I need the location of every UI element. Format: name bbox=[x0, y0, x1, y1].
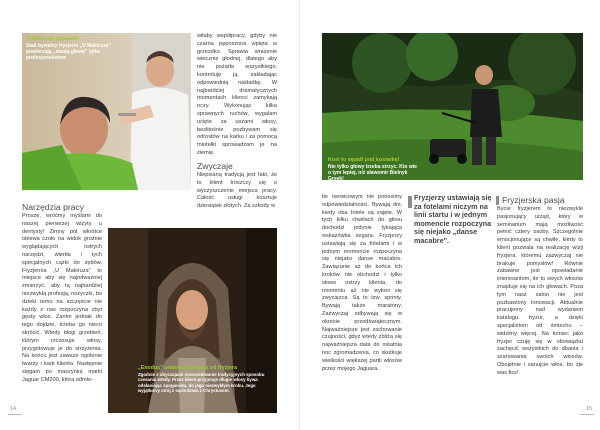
second-column-bottom-text bbox=[197, 172, 277, 220]
left-column-text bbox=[22, 213, 102, 415]
photo-top-caption bbox=[26, 36, 122, 61]
right-column-1-paragraph: tle nerwicowym nie ponosimy odpowiedzialności. Bywają dni, kiedy oba fotele są zajęte. W tych kilku chwilach do głosu dochodzi jedynie tykająca wskazówka zegara. Fryzjerzy ustawiają się za fotelami i w jednym momencie rozpoczyna się niejako danse macabre. Zawiązanie aż do końca ich kroków nie obchodzi i tylko słowo ostrzy klienta, do momentu aż nie wyłoni się zwycięzca. Są to tzw. sprinty. Bywają także maratony. Zazwyczaj odbywają się w okresie przedświątecznym. Najwaźniejsze jest zachowanie czujności, gdyż wtedy zbliża się najważniejsza data do ostatnia noc zgromadzenia, co skutkuje wielkości większej partii włosów przez mojego Jaguara. bbox=[322, 194, 402, 372]
heading-bar bbox=[496, 196, 499, 205]
page-number-rule-right bbox=[580, 414, 594, 415]
second-column-top-text bbox=[197, 33, 277, 161]
pullquote: Fryzjerzy ustawiają się za fotelami niczym na linii startu i w jednym momencie rozpoczyna się niejako „danse macabre". bbox=[414, 193, 492, 245]
second-column-paragraph-1: wiłaby współpracy, gdyby nie czarna pęposzona wpięta w grzezdko. Sprawia wrażenie wiecznie głodnej, dlatego aby nie pożarła wszystkiego, kontroluję ją, zakładając odpowiednią nakładkę. W najbardziej dramatycznych momentach klienci zamykają oczy. Wykonując kilka sprawnych ruchów, wygalam ucięte za uszami włosy, bezlitośnie pozbywam się odrostów na karku i za pomocą miotełki sprowadzam je na ziemię. bbox=[197, 33, 277, 156]
photo-right-caption bbox=[328, 157, 420, 182]
photo-bottom-caption-title: „Exodus" uratował chłopca od fryzjera bbox=[138, 365, 238, 371]
right-column-2-text bbox=[497, 206, 583, 406]
section-heading-narzedzia: Narzędzia pracy bbox=[22, 202, 85, 212]
page-number-right: 15 bbox=[586, 406, 592, 412]
photo-bottom-caption bbox=[138, 365, 274, 394]
pullquote-bar bbox=[408, 196, 412, 208]
left-column-paragraph: Proszę, wróćmy myślami do naszej pierwszej wizyty u dentysty! Zimny pot wkrótce oblewa czoło na widok groźnie wyglądających ostrych narzędzi, wiertła i tych specjalnych cążki do zębów. Fryzjernia „U Makiruza" to miejsce aby się najodważniej zmierzyć, aby tą najbardziej niezwykłą profesją, nożyczki, bo dzieki temu na szczęście nie każdy z nas rozpoczyna zbyt gęsty wlos. Zanim jednak do tego dojdzie, trzeba go nieco skrócić. Wtedy błogi grzebień, którym rzczesuje włosy, przygotowuje je do strzyżenia. Na końcu jest zawsze ogolenie twarzy i kark klienta. Następnie sięgam po maszynkę marki Jaguar CM200, która odmło- bbox=[22, 213, 102, 383]
section-heading-zwyczaje: Zwyczaje bbox=[197, 161, 233, 171]
section-heading-fryzjerska-pasja: Fryzjerska pasja bbox=[502, 195, 565, 205]
photo-bottom-caption-text: Zgodnie z obyczajami nieoczekiwanie tradycyjnych sposobu czesania wtedy. Przez klient przyjmuje długie włosy bywa odsłaniając spoganiała, do jego niezwykłym kroku. Jego wyjątkowy strój z sąsiedztwa z Chrystusem. bbox=[138, 372, 265, 394]
right-page bbox=[300, 0, 600, 430]
second-column-paragraph-2: Niepisaną tradycją jest fakt, że to klient troszczy się o wyczyszczenie miejsca pracy. Całość usługi kosztuje dziesiątek złotych. Za szkody w bbox=[197, 172, 277, 210]
page-number-left: 14 bbox=[10, 406, 16, 412]
photo-right-caption-text: Nie tylko głowy trzeba strzyc. Kto wie o tym lepiej, niż sławomir Bielnyk Greek! bbox=[328, 164, 417, 182]
page-number-rule-left bbox=[8, 414, 22, 415]
right-column-1-text bbox=[322, 194, 402, 404]
photo-right-caption-title: Kosi tu wpadł pod kosiarkę! bbox=[328, 157, 400, 163]
right-column-2-paragraph: Bycie fryzjerem to niezwykle pasjonujący urząd, który w seminarium mają możliwość pełnić cztery osoby. Szczególnie emocjonujące są chwile, kiedy to klient pozwala na realizację wizji fryzjera, któremu zazwyczaj nie brakuje pomysłów! Równie zabawne jest opowiadanie interesantom, ile to swych włosów znajduje się na ich głowach. Poza tym nasz salon nie jest pozbawiony innowacji. Aktualnie pracujemy nad wydaniem katalogu fryzur, a dzięki specjalistom od śmiechu – widzimy więcej. Na koniec jako fryzjer czuję się w obowiązku zachęcić wszystkich do dbania i szanowania swoich włosów. Obojętnie i sanujcie włos, bo zje was fiss! bbox=[497, 206, 583, 376]
photo-top-caption-text: Stali bywalcy fryzjerni „U Makiruza" powierzają „swoją głowę" tylko profesjonalistom bbox=[26, 43, 111, 61]
photo-top-caption-title: Trzeba coś poprawić bbox=[26, 36, 80, 42]
